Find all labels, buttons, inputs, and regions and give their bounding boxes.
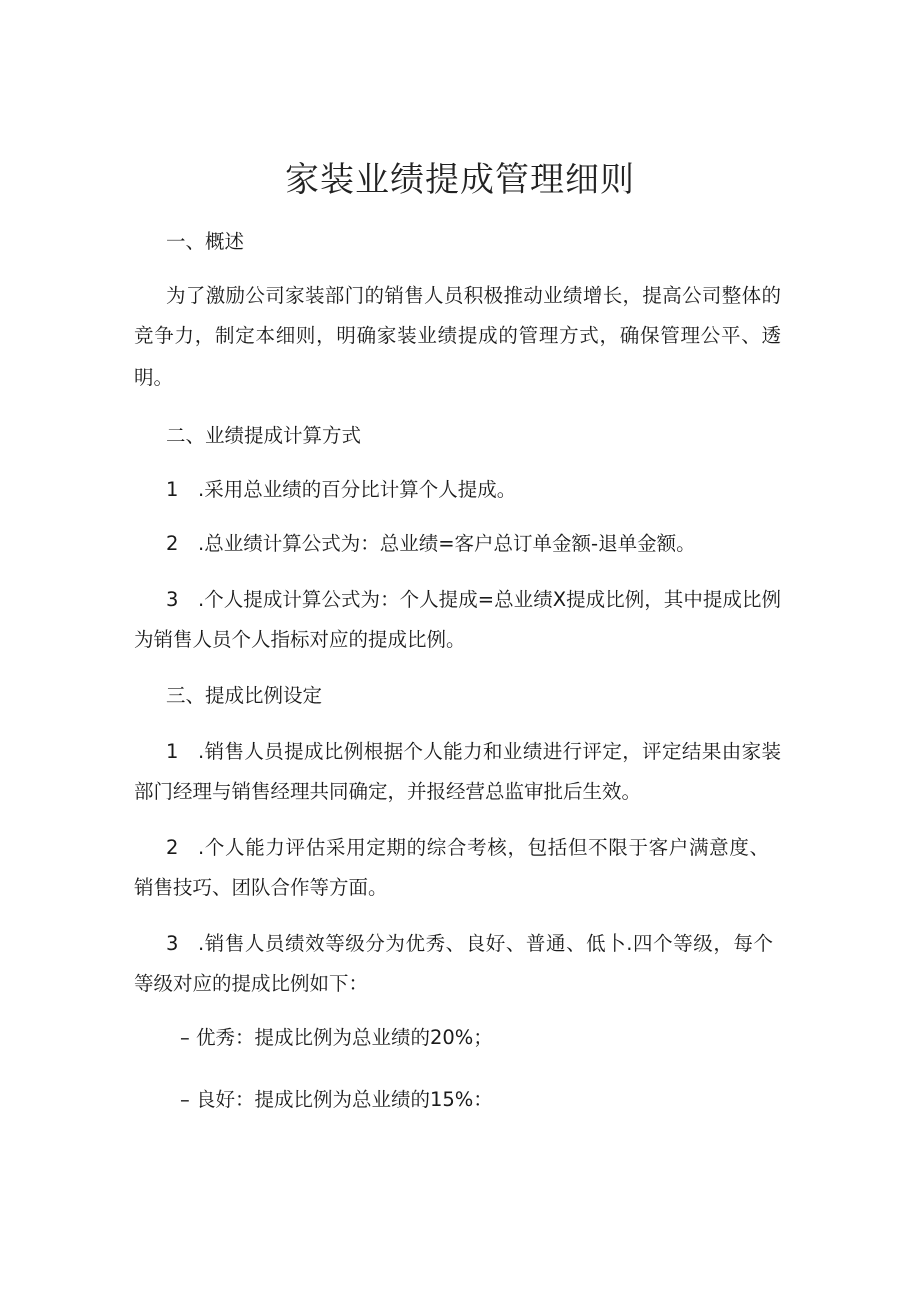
grade-excellent: – 优秀：提成比例为总业绩的20%； [180, 1026, 493, 1049]
ratio-item-2-number: 2 [166, 836, 179, 859]
calc-item-1-text: .采用总业绩的百分比计算个人提成。 [198, 478, 517, 501]
calc-item-3-line-2: 为销售人员个人指标对应的提成比例。 [134, 628, 466, 651]
ratio-item-1-line-2: 部门经理与销售经理共同确定，并报经营总监审批后生效。 [134, 780, 642, 803]
calc-item-2 [166, 530, 696, 558]
ratio-item-3-line-1 [166, 930, 773, 958]
ratio-item-2-line-2: 销售技巧、团队合作等方面。 [134, 876, 388, 899]
calc-item-2-number: 2 [166, 532, 179, 555]
document-title: 家装业绩提成管理细则 [285, 160, 635, 200]
calc-item-1-number: 1 [166, 478, 179, 501]
ratio-item-2-text-line-1: .个人能力评估采用定期的综合考核，包括但不限于客户满意度、 [198, 836, 769, 859]
ratio-item-1-number: 1 [166, 740, 179, 763]
overview-paragraph-line-1: 为了激励公司家装部门的销售人员积极推动业绩增长，提高公司整体的 [166, 284, 781, 307]
ratio-item-1-line-1 [166, 738, 781, 766]
section-heading-ratio: 三、提成比例设定 [166, 684, 323, 707]
section-heading-overview: 一、概述 [166, 230, 245, 253]
ratio-item-3-text-line-1: .销售人员绩效等级分为优秀、良好、普通、低卜.四个等级，每个 [198, 932, 773, 955]
calc-item-3-line-1 [166, 586, 781, 614]
ratio-item-2-line-1 [166, 834, 769, 862]
ratio-item-3-line-2: 等级对应的提成比例如下： [134, 972, 369, 995]
calc-item-3-number: 3 [166, 588, 179, 611]
ratio-item-3-number: 3 [166, 932, 179, 955]
calc-item-1 [166, 476, 516, 504]
calc-item-3-text-line-1: .个人提成计算公式为：个人提成=总业绩X提成比例，其中提成比例 [198, 588, 781, 611]
grade-good: – 良好：提成比例为总业绩的15%： [180, 1088, 493, 1111]
calc-item-2-text: .总业绩计算公式为：总业绩=客户总订单金额-退单金额。 [198, 532, 696, 555]
overview-paragraph-line-3: 明。 [134, 366, 174, 389]
section-heading-calculation: 二、业绩提成计算方式 [166, 424, 362, 447]
ratio-item-1-text-line-1: .销售人员提成比例根据个人能力和业绩进行评定，评定结果由家装 [198, 740, 781, 763]
overview-paragraph-line-2: 竞争力，制定本细则，明确家装业绩提成的管理方式，确保管理公平、透 [134, 324, 781, 347]
